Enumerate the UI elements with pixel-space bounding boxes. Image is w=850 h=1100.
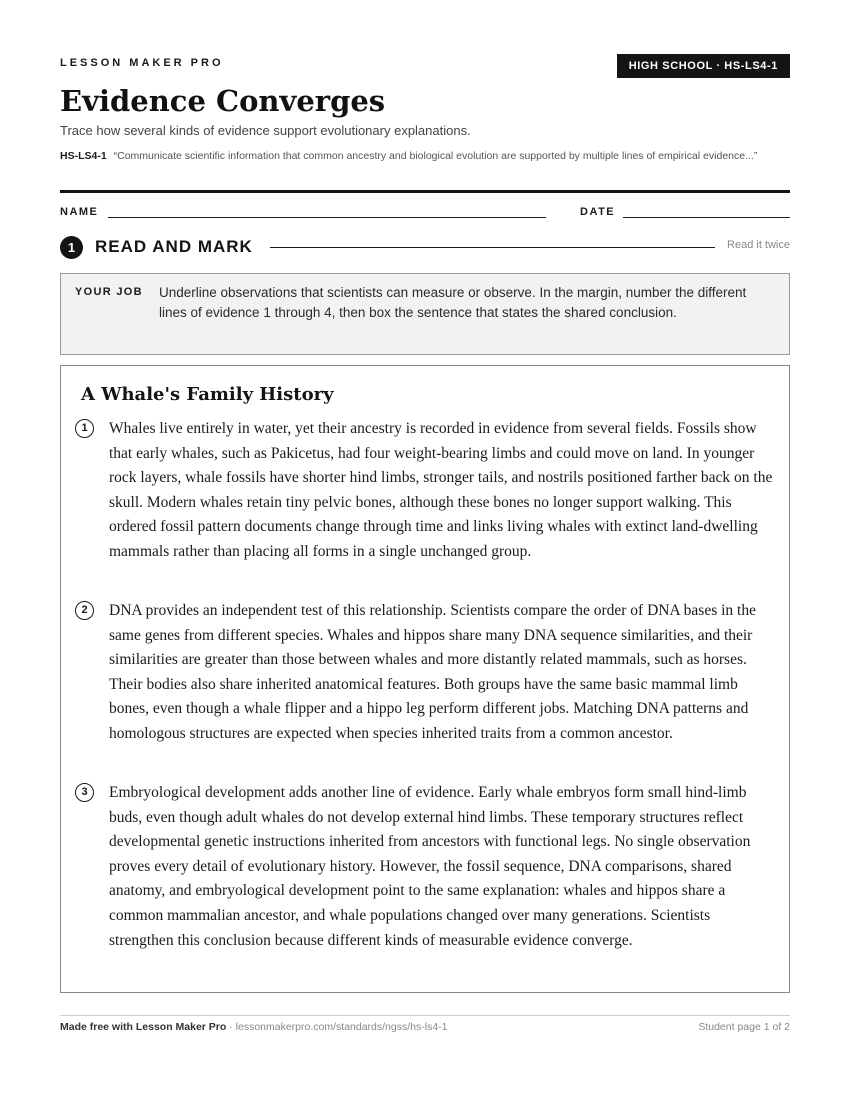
paragraph-text: Embryological development adds another line of evidence. Early whale embryos form small hind-limb buds, even though adult whales do not develop external hind limbs. These temporary structures reflect developmental genetic instructions inherited from ancestors with functional legs. No single observation proves every detail of evolutionary history. However, the fossil sequence, DNA comparisons, shared anatomy, and embryological development point to the same explanation: whales and hippos share a common mammalian ancestor, and whale populations changed over many generations. Scientists strengthen this conclusion because different kinds of measurable evidence converge. [109,784,751,949]
page-subtitle: Trace how several kinds of evidence support evolutionary explanations. [60,123,471,138]
level-badge: HIGH SCHOOL · HS-LS4-1 [617,54,790,78]
name-field[interactable] [108,217,546,218]
paragraph-number: 3 [75,783,94,802]
instructions-text: Underline observations that scientists can measure or observe. In the margin, number the different lines of evidence 1 through 4, then box the sentence that states the shared conclusion. [159,285,747,320]
section-header [60,236,790,258]
section-note: Read it twice [727,239,790,251]
page-title: Evidence Converges [60,84,386,118]
footer-url[interactable]: lessonmakerpro.com/standards/ngss/hs-ls4-1 [235,1021,448,1033]
name-label: NAME [60,206,99,218]
instructions-box [60,273,790,355]
paragraph-text: DNA provides an independent test of this relationship. Scientists compare the order of DNA bases in the same genes from different species. Whales and hippos share many DNA sequence similarities, and their similarities are greater than those between whales and more distantly related mammals, such as horses. Their bodies also share inherited anatomical features. Both groups have the same basic mammal limb bones, even though a whale flipper and a hippo leg perform different jobs. Matching DNA patterns and homologous structures are expected when species inherited traits from a common ancestor. [109,602,756,742]
standard-statement [60,148,790,164]
paragraph-text: Whales live entirely in water, yet their ancestry is recorded in evidence from several fields. Fossils show that early whales, such as Pakicetus, had four weight-bearing limbs and could move on land. In younger rock layers, whale fossils have shorter hind limbs, stronger tails, and nostrils positioned farther back on the skull. Modern whales retain tiny pelvic bones, although these bones no longer support walking. This ordered fossil pattern documents change through time and links living whales with extinct land-dwelling mammals rather than placing all forms in a single unchanged group. [109,420,773,560]
date-field[interactable] [623,217,790,218]
footer-divider [60,1015,790,1016]
footer-separator: · [226,1021,236,1033]
date-label: DATE [580,206,616,218]
page-footer [60,1021,790,1033]
paragraph-number: 2 [75,601,94,620]
header-divider [60,190,790,193]
paragraph-number: 1 [75,419,94,438]
footer-brand: Made free with Lesson Maker Pro [60,1021,227,1033]
brand-name: LESSON MAKER PRO [60,57,224,69]
standard-text: “Communicate scientific information that common ancestry and biological evolution are supported by multiple lines of empirical evidence...” [113,150,758,162]
section-title: READ AND MARK [95,237,253,256]
passage-title: A Whale's Family History [81,384,334,405]
standard-code: HS-LS4-1 [60,150,107,162]
instructions-label: YOUR JOB [75,286,143,298]
section-rule [270,247,715,248]
student-fields [60,206,790,222]
section-number: 1 [60,236,83,259]
page-number: Student page 1 of 2 [698,1021,790,1033]
reading-passage [60,365,790,993]
